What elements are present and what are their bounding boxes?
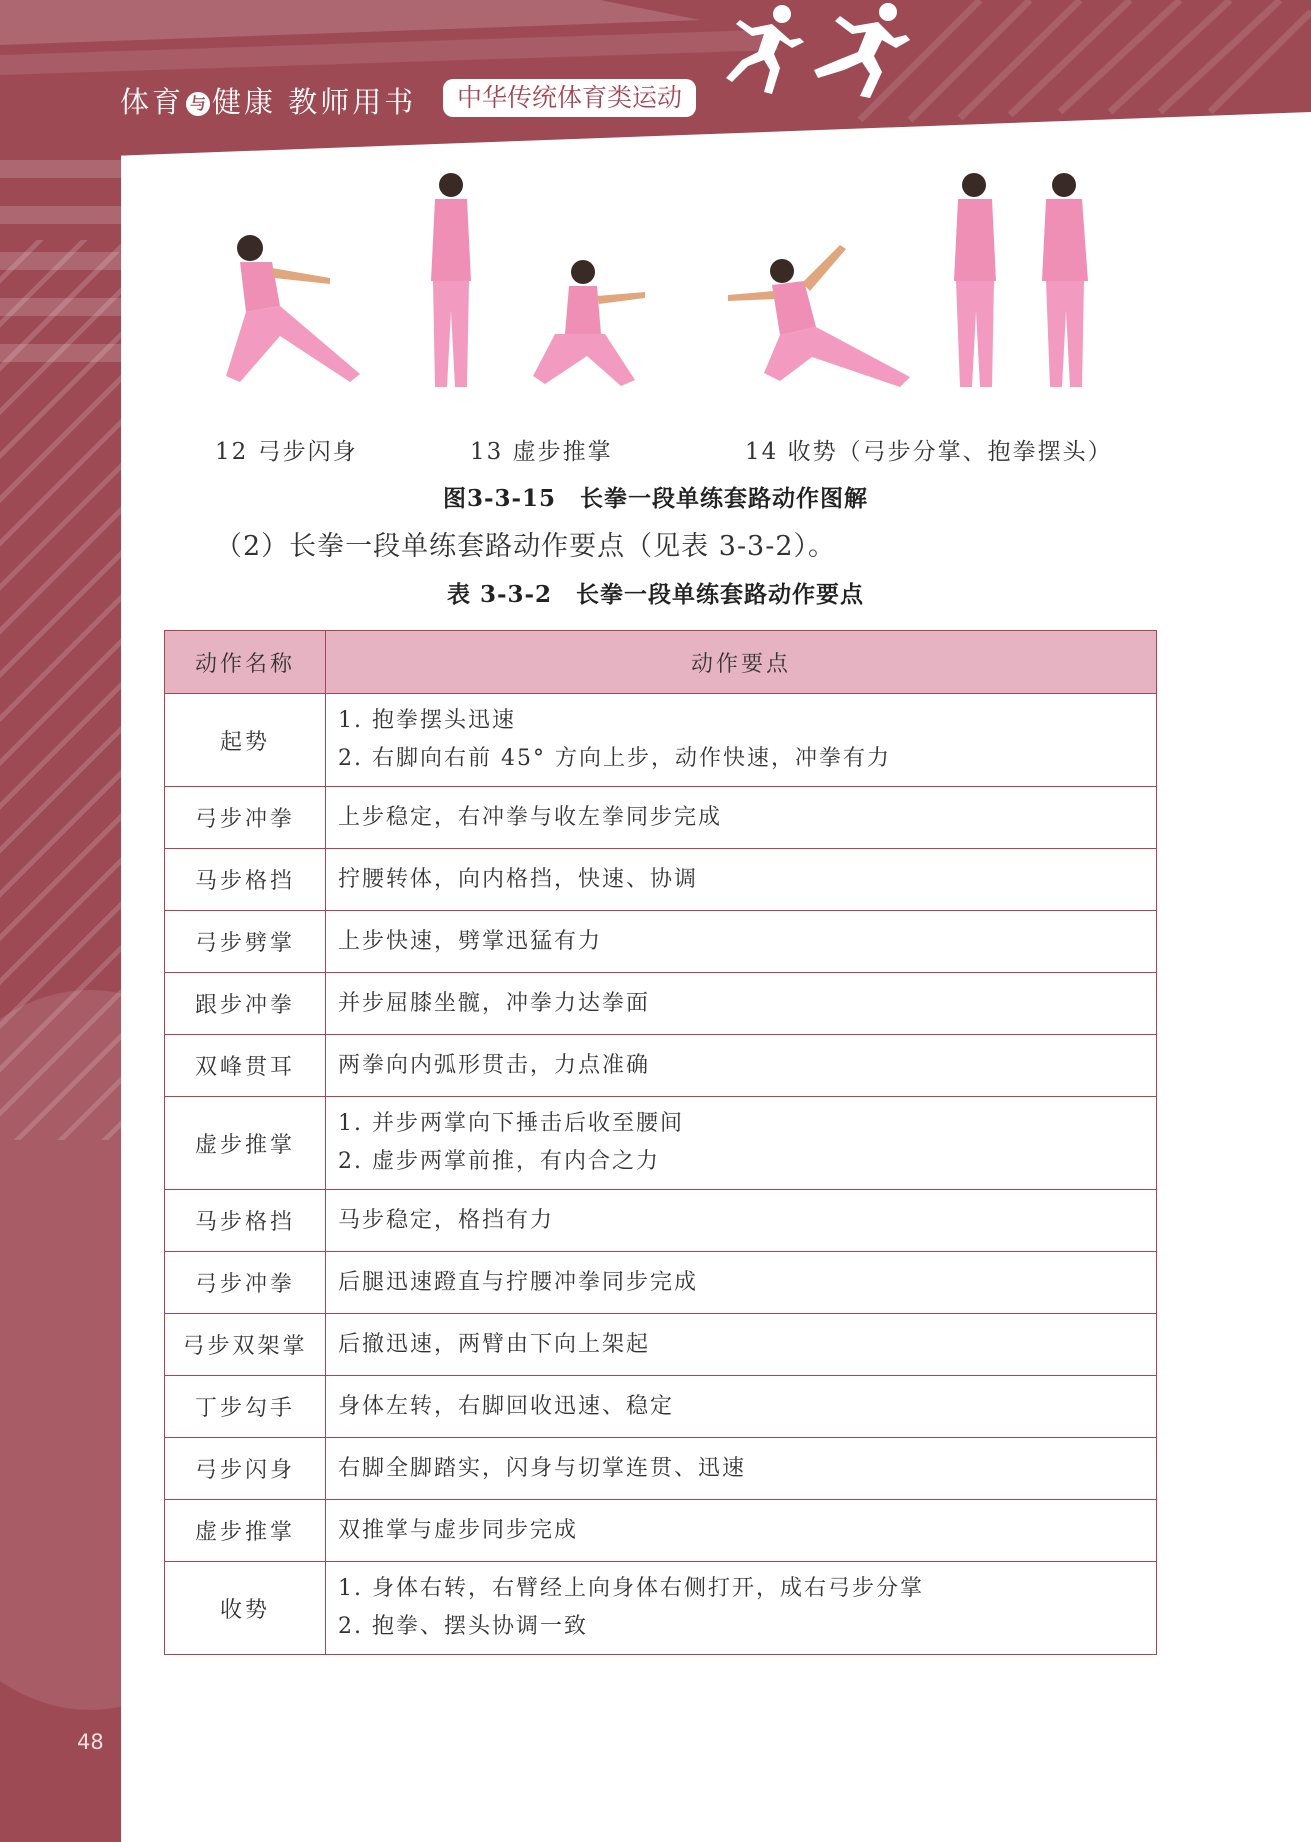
- photo-caption: 14 收势（弓步分掌、抱拳摆头）: [745, 439, 1113, 465]
- move-points: [326, 1190, 1157, 1252]
- pose-photo-empty-stance: [525, 256, 650, 396]
- point-line: 身体左转，右脚回收迅速、稳定: [338, 1393, 675, 1419]
- table-row: [165, 1500, 1157, 1562]
- pose-photo-bow-stance-split: [720, 231, 920, 396]
- move-name: 双峰贯耳: [165, 1035, 326, 1097]
- point-line: 后撤迅速，两臂由下向上架起: [338, 1331, 651, 1357]
- table-row: [165, 1376, 1157, 1438]
- point-line: 拧腰转体，向内格挡，快速、协调: [338, 866, 699, 892]
- move-name: 虚步推掌: [165, 1500, 326, 1562]
- table-row: [165, 1190, 1157, 1252]
- move-name: 收势: [165, 1562, 326, 1655]
- table-row: [165, 1314, 1157, 1376]
- point-line: 2. 右脚向右前 45° 方向上步，动作快速，冲拳有力: [338, 746, 891, 771]
- pose-photo-bow-stance: [210, 226, 380, 396]
- point-line: 两拳向内弧形贯击，力点准确: [338, 1052, 651, 1078]
- move-name: 弓步闪身: [165, 1438, 326, 1500]
- point-line: 2. 虚步两掌前推，有内合之力: [338, 1149, 660, 1174]
- photo-caption: 12 弓步闪身: [215, 439, 358, 465]
- table-row: [165, 1252, 1157, 1314]
- column-header: 动作名称: [165, 631, 326, 694]
- point-line: 上步快速，劈掌迅猛有力: [338, 928, 603, 954]
- pose-photo-closing-front: [1030, 171, 1100, 396]
- table-row: [165, 911, 1157, 973]
- page-header: [0, 0, 1311, 160]
- move-points: [326, 849, 1157, 911]
- move-points: [326, 1562, 1157, 1655]
- table-row: [165, 694, 1157, 787]
- move-points: [326, 1500, 1157, 1562]
- table-row: [165, 973, 1157, 1035]
- point-line: 双推掌与虚步同步完成: [338, 1517, 579, 1543]
- title-connector-badge: 与: [186, 92, 210, 116]
- move-points: [326, 1438, 1157, 1500]
- pose-photo-closing-side: [940, 171, 1010, 396]
- table-header-row: [165, 631, 1157, 694]
- move-name: 跟步冲拳: [165, 973, 326, 1035]
- move-points: [326, 1035, 1157, 1097]
- page-number: 48: [77, 1730, 104, 1754]
- point-line: 1. 抱拳摆头迅速: [338, 708, 516, 733]
- move-name: 弓步冲拳: [165, 787, 326, 849]
- move-points: [326, 911, 1157, 973]
- table-row: [165, 1438, 1157, 1500]
- point-line: 上步稳定，右冲拳与收左拳同步完成: [338, 804, 723, 830]
- point-line: 2. 抱拳、摆头协调一致: [338, 1614, 588, 1639]
- photo-caption: 13 虚步推掌: [470, 439, 613, 465]
- point-line: 1. 并步两掌向下捶击后收至腰间: [338, 1111, 684, 1136]
- move-name: 虚步推掌: [165, 1097, 326, 1190]
- point-line: 右脚全脚踏实，闪身与切掌连贯、迅速: [338, 1455, 747, 1481]
- figure-title: 图3-3-15 长拳一段单练套路动作图解: [442, 485, 869, 512]
- move-points: [326, 1097, 1157, 1190]
- move-points: [326, 973, 1157, 1035]
- point-line: 1. 身体右转，右臂经上向身体右侧打开，成右弓步分掌: [338, 1576, 924, 1601]
- move-name: 起势: [165, 694, 326, 787]
- section-badge: 中华传统体育类运动: [443, 79, 696, 117]
- move-name: 丁步勾手: [165, 1376, 326, 1438]
- move-points: [326, 1314, 1157, 1376]
- move-name: 弓步冲拳: [165, 1252, 326, 1314]
- table-row: [165, 849, 1157, 911]
- movement-points-table: [164, 630, 1157, 1655]
- table-row: [165, 1562, 1157, 1655]
- move-points: [326, 787, 1157, 849]
- move-points: [326, 1252, 1157, 1314]
- column-header: 动作要点: [326, 631, 1157, 694]
- table-row: [165, 1035, 1157, 1097]
- body-paragraph: （2）长拳一段单练套路动作要点（见表 3-3-2）。: [215, 531, 837, 562]
- left-decorative-band: [0, 0, 121, 1842]
- move-name: 弓步双架掌: [165, 1314, 326, 1376]
- point-line: 马步稳定，格挡有力: [338, 1207, 555, 1233]
- pose-photo-row: [190, 178, 1120, 408]
- move-name: 马步格挡: [165, 1190, 326, 1252]
- move-name: 弓步劈掌: [165, 911, 326, 973]
- table-row: [165, 1097, 1157, 1190]
- move-name: 马步格挡: [165, 849, 326, 911]
- move-points: [326, 1376, 1157, 1438]
- runner-icon: [800, 0, 920, 100]
- runner-icon: [712, 0, 812, 100]
- table-title: 表 3-3-2 长拳一段单练套路动作要点: [446, 581, 865, 608]
- point-line: 后腿迅速蹬直与拧腰冲拳同步完成: [338, 1269, 699, 1295]
- band-circle-decoration: [0, 990, 121, 1710]
- point-line: 并步屈膝坐髋，冲拳力达拳面: [338, 990, 651, 1016]
- table-row: [165, 787, 1157, 849]
- book-title: 体育 与 健康 教师用书: [120, 85, 417, 119]
- move-points: [326, 694, 1157, 787]
- pose-photo-standing: [415, 171, 485, 396]
